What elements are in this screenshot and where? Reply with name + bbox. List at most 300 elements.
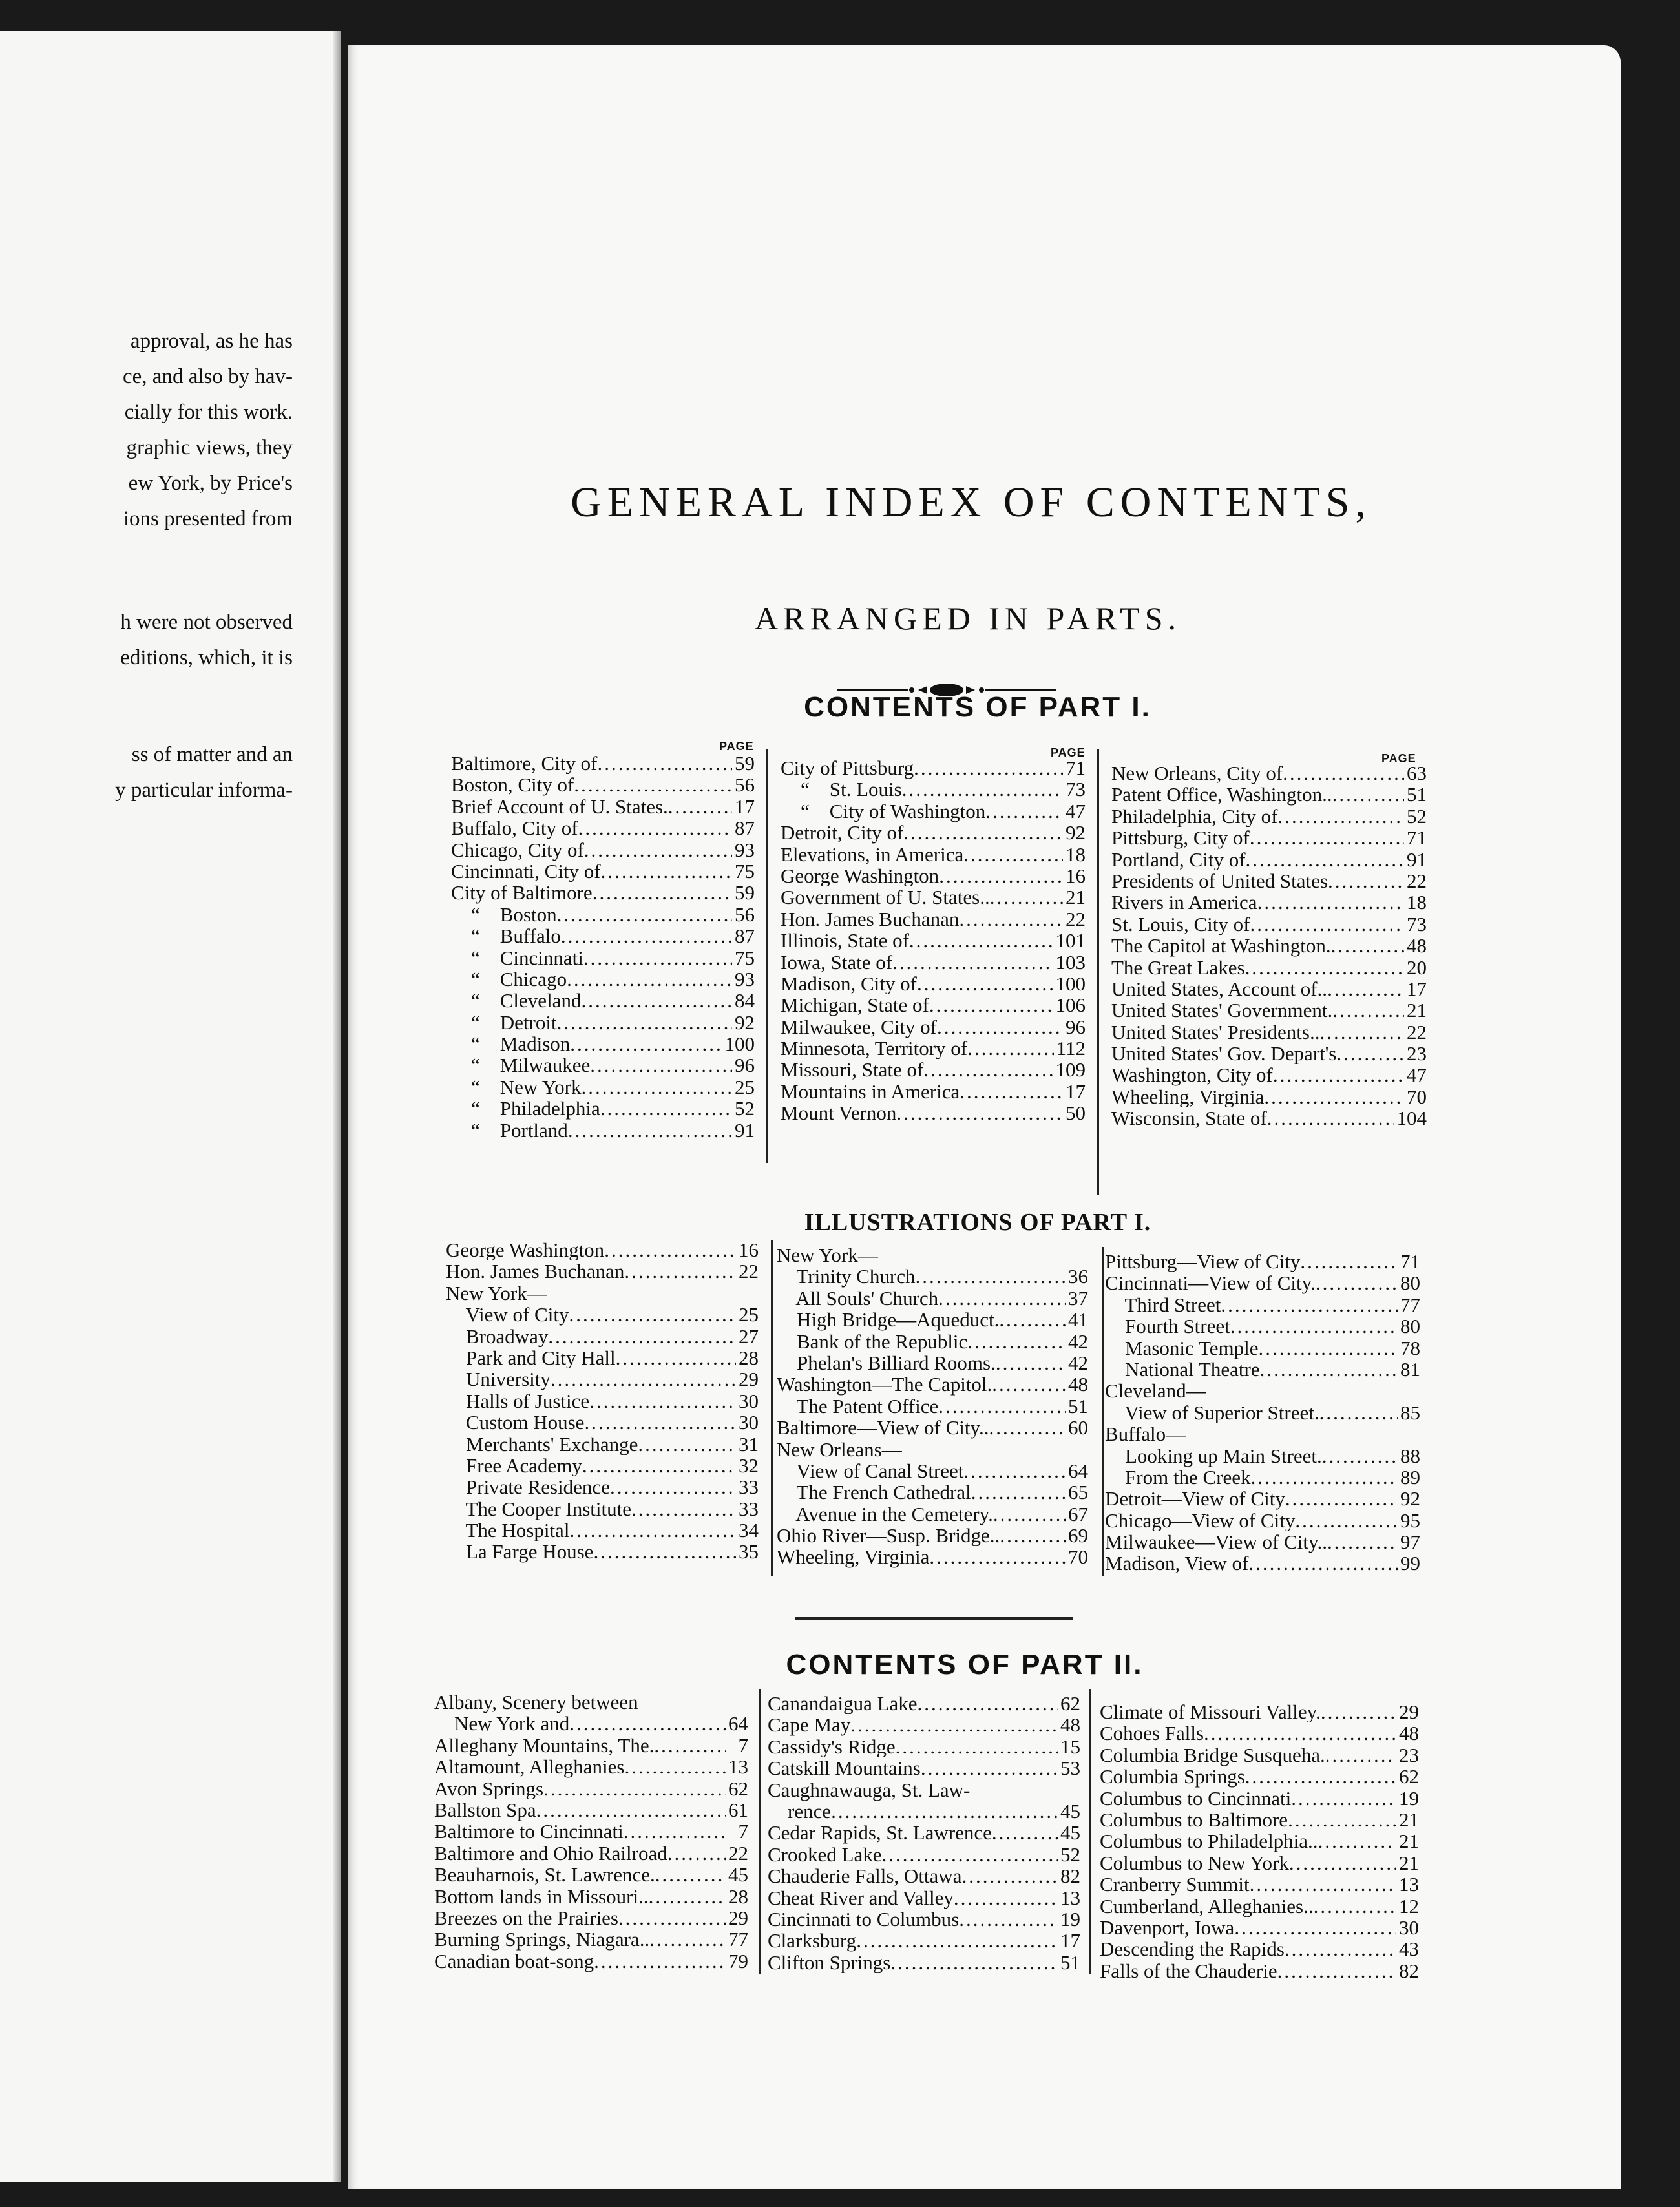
- entry-page-number: 23: [1407, 1043, 1427, 1065]
- leader-dots: [992, 1374, 1066, 1395]
- index-entry: [451, 1120, 755, 1141]
- index-entry: [446, 1304, 759, 1325]
- leader-dots: [1264, 1086, 1404, 1107]
- index-entry: [781, 952, 1086, 973]
- entry-title: Columbia Springs: [1100, 1766, 1245, 1788]
- entry-page-number: 71: [1400, 1251, 1420, 1273]
- entry-page-number: 88: [1400, 1445, 1420, 1467]
- entry-title: National Theatre: [1105, 1358, 1260, 1381]
- leader-dots: [1245, 1766, 1396, 1787]
- entry-title: View of Canal Street: [777, 1459, 964, 1482]
- entry-title: Cumberland, Alleghanies..: [1100, 1895, 1314, 1917]
- leader-dots: [1245, 957, 1404, 978]
- entry-page-number: 70: [1068, 1546, 1088, 1568]
- illustrations1-heading: ILLUSTRATIONS OF PART I.: [804, 1209, 1151, 1236]
- entry-page-number: 112: [1056, 1038, 1086, 1060]
- entry-page-number: 33: [739, 1498, 759, 1520]
- entry-title: Chicago, City of: [451, 839, 584, 861]
- part2-column-3: [1100, 1701, 1419, 1982]
- leader-dots: [1260, 1359, 1398, 1380]
- index-entry: [1100, 1788, 1419, 1809]
- entry-title: Alleghany Mountains, The.: [434, 1734, 655, 1757]
- entry-title: Washington—The Capitol.: [777, 1374, 992, 1396]
- entry-title: “ Milwaukee: [451, 1054, 591, 1076]
- index-entry: [434, 1864, 748, 1885]
- leader-dots: [831, 1801, 1058, 1822]
- entry-page-number: 93: [735, 839, 755, 861]
- leader-dots: [590, 1054, 732, 1076]
- leader-dots: [1289, 1852, 1396, 1874]
- entry-page-number: 37: [1068, 1287, 1088, 1310]
- entry-title: “ Detroit: [451, 1011, 557, 1034]
- index-entry: [777, 1460, 1088, 1481]
- entry-page-number: 12: [1399, 1895, 1419, 1917]
- index-entry: [777, 1396, 1088, 1417]
- index-entry: [451, 947, 755, 968]
- entry-title: Ballston Spa: [434, 1799, 536, 1821]
- entry-page-number: 16: [739, 1239, 759, 1261]
- entry-title: Beauharnois, St. Lawrence.: [434, 1864, 655, 1886]
- leader-dots: [914, 757, 1063, 779]
- entry-title: Breezes on the Prairies: [434, 1907, 618, 1929]
- entry-page-number: 70: [1407, 1085, 1427, 1108]
- index-entry: [1111, 914, 1427, 935]
- entry-page-number: 59: [735, 753, 755, 775]
- index-entry: [1100, 1701, 1419, 1722]
- entry-page-number: 20: [1407, 956, 1427, 978]
- index-entry: [434, 1843, 748, 1864]
- leader-dots: [1321, 1701, 1396, 1722]
- entry-page-number: 45: [1060, 1822, 1080, 1844]
- entry-page-number: 18: [1066, 843, 1086, 865]
- entry-title: Falls of the Chauderie: [1100, 1960, 1277, 1982]
- index-entry: [1111, 784, 1427, 805]
- entry-title: Avenue in the Cemetery.: [777, 1503, 993, 1525]
- entry-title: Bank of the Republic: [777, 1330, 968, 1352]
- index-entry: [451, 1033, 755, 1054]
- entry-page-number: 22: [728, 1842, 748, 1865]
- entry-title: All Souls' Church: [777, 1287, 939, 1310]
- entry-title: Buffalo—: [1105, 1423, 1186, 1445]
- part2-heading: CONTENTS OF PART II.: [786, 1649, 1144, 1680]
- entry-page-number: 106: [1055, 994, 1086, 1016]
- index-entry: [451, 968, 755, 990]
- entry-title: New Orleans—: [777, 1438, 902, 1460]
- index-entry: [781, 779, 1086, 800]
- leader-dots: [1277, 1960, 1396, 1982]
- leader-dots: [1186, 1423, 1398, 1445]
- entry-title: Milwaukee, City of: [781, 1016, 937, 1038]
- entry-page-number: 71: [1407, 827, 1427, 849]
- entry-title: View of City: [446, 1304, 569, 1326]
- index-entry: [781, 800, 1086, 822]
- entry-title: Elevations, in America: [781, 843, 964, 865]
- entry-title: Baltimore to Cincinnati: [434, 1821, 624, 1843]
- entry-title: Hon. James Buchanan: [781, 908, 960, 930]
- part1-heading: CONTENTS OF PART I.: [804, 691, 1151, 723]
- entry-page-number: 22: [739, 1260, 759, 1282]
- illustrations1-column-1: [446, 1239, 759, 1563]
- leader-dots: [985, 800, 1063, 822]
- index-entry: [1100, 1722, 1419, 1744]
- entry-title: Albany, Scenery between: [434, 1691, 638, 1713]
- page-subtitle: ARRANGED IN PARTS.: [754, 600, 1182, 636]
- index-entry: [434, 1907, 748, 1929]
- index-entry: [1100, 1852, 1419, 1874]
- index-entry: [768, 1801, 1080, 1822]
- entry-page-number: 91: [735, 1119, 755, 1142]
- entry-page-number: 62: [1399, 1766, 1419, 1788]
- entry-title: Crooked Lake: [768, 1843, 882, 1866]
- entry-page-number: 77: [728, 1929, 748, 1951]
- leader-dots: [993, 1503, 1066, 1525]
- entry-page-number: 28: [728, 1885, 748, 1907]
- leader-dots: [921, 1757, 1058, 1779]
- entry-page-number: 50: [1066, 1102, 1086, 1124]
- index-entry: [446, 1260, 759, 1282]
- leader-dots: [655, 1864, 726, 1885]
- index-entry: [1105, 1510, 1420, 1531]
- entry-title: “ Cincinnati: [451, 947, 583, 968]
- entry-page-number: 78: [1400, 1337, 1420, 1359]
- entry-page-number: 99: [1400, 1553, 1420, 1574]
- entry-title: “ Philadelphia: [451, 1098, 600, 1120]
- entry-page-number: 29: [1399, 1701, 1419, 1723]
- entry-title: Cheat River and Valley: [768, 1887, 954, 1909]
- entry-page-number: 48: [1407, 935, 1427, 957]
- index-entry: [1105, 1272, 1420, 1293]
- index-entry: [1100, 1896, 1419, 1917]
- entry-page-number: 56: [735, 903, 755, 926]
- entry-title: Fourth Street: [1105, 1315, 1230, 1337]
- entry-title: Avon Springs: [434, 1777, 544, 1799]
- index-entry: [434, 1799, 748, 1821]
- entry-title: La Farge House: [446, 1541, 594, 1563]
- index-entry: [446, 1347, 759, 1368]
- index-entry: [781, 822, 1086, 843]
- index-entry: [1105, 1294, 1420, 1315]
- leader-dots: [1204, 1722, 1396, 1744]
- leader-dots: [551, 1368, 736, 1390]
- leader-dots: [1325, 1744, 1396, 1766]
- entry-page-number: 13: [1060, 1887, 1080, 1909]
- entry-page-number: 89: [1400, 1466, 1420, 1489]
- entry-title: Phelan's Billiard Rooms.: [777, 1352, 996, 1374]
- entry-page-number: 15: [1060, 1735, 1080, 1758]
- entry-title: Columbus to New York: [1100, 1852, 1289, 1874]
- entry-title: The Hospital: [446, 1520, 570, 1542]
- entry-page-number: 96: [1066, 1016, 1086, 1038]
- leader-dots: [1250, 827, 1404, 848]
- leader-dots: [959, 908, 1063, 930]
- index-entry: [781, 1081, 1086, 1102]
- entry-title: Park and City Hall: [446, 1346, 616, 1369]
- entry-title: George Washington: [781, 864, 940, 887]
- entry-page-number: 42: [1068, 1330, 1088, 1352]
- index-entry: [1111, 935, 1427, 956]
- entry-page-number: 21: [1399, 1852, 1419, 1874]
- leader-dots: [960, 1081, 1063, 1102]
- entry-title: Chauderie Falls, Ottawa: [768, 1865, 962, 1887]
- entry-page-number: 96: [735, 1054, 755, 1076]
- entry-title: Masonic Temple: [1105, 1337, 1259, 1359]
- leader-dots: [971, 1481, 1066, 1503]
- entry-page-number: 35: [739, 1541, 759, 1563]
- part1-column-2: [781, 757, 1086, 1124]
- index-entry: [781, 865, 1086, 886]
- index-entry: [451, 990, 755, 1011]
- index-entry: [768, 1930, 1080, 1951]
- index-entry: [1111, 827, 1427, 848]
- index-entry: [446, 1476, 759, 1498]
- index-entry: [1105, 1251, 1420, 1272]
- entry-page-number: [1066, 1439, 1088, 1460]
- index-entry: [768, 1822, 1080, 1843]
- index-entry: [451, 796, 755, 817]
- entry-page-number: 100: [1055, 972, 1086, 995]
- leader-dots: [584, 839, 732, 861]
- index-entry: [781, 757, 1086, 779]
- entry-page-number: 61: [728, 1799, 748, 1821]
- entry-title: Custom House: [446, 1412, 585, 1434]
- entry-title: Baltimore and Ohio Railroad: [434, 1842, 667, 1865]
- entry-page-number: 79: [728, 1950, 748, 1972]
- index-entry: [451, 861, 755, 882]
- entry-page-number: 75: [735, 860, 755, 883]
- entry-page-number: 28: [739, 1346, 759, 1369]
- leader-dots: [567, 968, 732, 990]
- index-entry: [446, 1541, 759, 1562]
- entry-title: Michigan, State of: [781, 994, 929, 1016]
- entry-page-number: 77: [1400, 1293, 1420, 1316]
- section-divider: [795, 1617, 1073, 1620]
- leader-dots: [989, 1417, 1066, 1438]
- index-entry: [777, 1417, 1088, 1438]
- leader-dots: [996, 1352, 1066, 1374]
- leader-dots: [601, 861, 732, 882]
- index-entry: [1111, 806, 1427, 827]
- index-entry: [446, 1390, 759, 1412]
- entry-page-number: 19: [1399, 1787, 1419, 1809]
- index-entry: [451, 1076, 755, 1098]
- leader-dots: [1316, 1272, 1398, 1293]
- index-entry: [434, 1951, 748, 1972]
- index-entry: [1100, 1874, 1419, 1895]
- leader-dots: [1327, 978, 1404, 999]
- leader-dots: [1327, 1531, 1398, 1553]
- index-entry: [451, 1098, 755, 1119]
- entry-page-number: 103: [1055, 951, 1086, 973]
- leader-dots: [638, 1691, 726, 1713]
- part1-column-1: [451, 753, 755, 1141]
- entry-page-number: 92: [1066, 822, 1086, 844]
- entry-page-number: [1398, 1423, 1420, 1445]
- entry-page-number: 109: [1055, 1059, 1086, 1081]
- entry-title: New York and: [434, 1713, 570, 1735]
- index-entry: [1111, 849, 1427, 870]
- leader-dots: [1251, 1467, 1398, 1488]
- index-entry: [451, 1012, 755, 1033]
- entry-title: Cedar Rapids, St. Lawrence: [768, 1822, 992, 1844]
- leader-dots: [970, 1779, 1058, 1801]
- index-entry: [768, 1714, 1080, 1735]
- index-entry: [446, 1282, 759, 1304]
- leader-dots: [1283, 762, 1404, 784]
- entry-title: New York—: [446, 1282, 547, 1304]
- entry-title: High Bridge—Aqueduct.: [777, 1309, 1000, 1331]
- entry-title: United States' Gov. Depart's: [1111, 1043, 1337, 1065]
- leader-dots: [923, 1059, 1053, 1080]
- index-entry: [768, 1909, 1080, 1930]
- index-entry: [1111, 957, 1427, 978]
- entry-page-number: 48: [1068, 1374, 1088, 1396]
- entry-page-number: 29: [728, 1907, 748, 1929]
- entry-page-number: [1398, 1380, 1420, 1401]
- index-entry: [1111, 1107, 1427, 1129]
- entry-title: Descending the Rapids: [1100, 1938, 1285, 1960]
- leader-dots: [624, 1260, 736, 1282]
- leader-dots: [561, 925, 732, 947]
- leader-dots: [593, 1541, 736, 1562]
- index-entry: [1111, 1064, 1427, 1085]
- entry-title: Illinois, State of: [781, 930, 909, 952]
- leader-dots: [631, 1498, 736, 1520]
- left-page-line: h were not observed: [120, 611, 293, 634]
- entry-page-number: 63: [1407, 762, 1427, 784]
- index-entry: [768, 1736, 1080, 1757]
- entry-page-number: 65: [1068, 1481, 1088, 1503]
- index-entry: [1105, 1467, 1420, 1488]
- index-entry: [781, 886, 1086, 908]
- leader-dots: [896, 1102, 1063, 1124]
- entry-page-number: 34: [739, 1520, 759, 1542]
- entry-title: Cincinnati, City of: [451, 860, 601, 883]
- illustrations1-column-3: [1105, 1251, 1420, 1574]
- entry-title: Rivers in America: [1111, 892, 1257, 914]
- index-entry: [777, 1309, 1088, 1330]
- entry-title: Columbia Bridge Susqueha.: [1100, 1744, 1325, 1766]
- entry-page-number: 82: [1060, 1865, 1080, 1887]
- entry-page-number: 30: [1399, 1916, 1419, 1939]
- entry-title: Caughnawauga, St. Law-: [768, 1779, 971, 1801]
- leader-dots: [959, 1909, 1058, 1930]
- left-page-line: y particular informa-: [115, 779, 293, 802]
- entry-page-number: 21: [1066, 886, 1086, 908]
- index-entry: [451, 817, 755, 839]
- entry-page-number: 32: [739, 1454, 759, 1477]
- entry-title: Missouri, State of: [781, 1059, 924, 1081]
- entry-title: From the Creek: [1105, 1466, 1251, 1489]
- index-entry: [1100, 1960, 1419, 1982]
- entry-title: Minnesota, Territory of: [781, 1038, 968, 1060]
- entry-title: Climate of Missouri Valley.: [1100, 1701, 1321, 1723]
- leader-dots: [557, 1012, 732, 1033]
- entry-title: Cincinnati—View of City.: [1105, 1272, 1316, 1294]
- entry-page-number: 52: [735, 1098, 755, 1120]
- column-rule: [766, 749, 768, 1163]
- column-rule: [1089, 1689, 1091, 1974]
- entry-title: Mountains in America: [781, 1080, 960, 1103]
- column-rule: [771, 1240, 773, 1576]
- index-entry: [446, 1326, 759, 1347]
- index-entry: [781, 994, 1086, 1016]
- entry-page-number: 18: [1407, 892, 1427, 914]
- index-entry: [1111, 1021, 1427, 1043]
- left-page-line: ew York, by Price's: [128, 472, 293, 495]
- entry-page-number: 87: [735, 817, 755, 839]
- leader-dots: [584, 1412, 736, 1433]
- index-entry: [1105, 1553, 1420, 1574]
- page-label-2: PAGE: [1051, 746, 1086, 759]
- entry-title: Iowa, State of: [781, 951, 893, 973]
- entry-page-number: 43: [1399, 1938, 1419, 1960]
- index-entry: [781, 844, 1086, 865]
- leader-dots: [929, 994, 1053, 1016]
- leader-dots: [992, 1822, 1058, 1843]
- index-entry: [768, 1757, 1080, 1779]
- leader-dots: [594, 1951, 726, 1972]
- entry-title: Looking up Main Street.: [1105, 1445, 1322, 1467]
- leader-dots: [569, 1520, 736, 1541]
- leader-dots: [618, 1907, 726, 1929]
- entry-title: Portland, City of: [1111, 848, 1246, 870]
- entry-title: University: [446, 1368, 551, 1390]
- entry-title: Columbus to Philadelphia..: [1100, 1830, 1318, 1852]
- entry-title: Cohoes Falls: [1100, 1722, 1204, 1744]
- leader-dots: [557, 904, 732, 925]
- entry-title: Davenport, Iowa: [1100, 1916, 1235, 1939]
- entry-page-number: 51: [1060, 1951, 1080, 1974]
- entry-title: Wisconsin, State of: [1111, 1107, 1267, 1129]
- entry-title: Wheeling, Virginia: [777, 1546, 930, 1568]
- entry-title: “ Madison: [451, 1033, 571, 1055]
- leader-dots: [967, 1331, 1066, 1352]
- index-entry: [1100, 1766, 1419, 1787]
- entry-page-number: 64: [1068, 1459, 1088, 1482]
- index-entry: [1111, 762, 1427, 784]
- leader-dots: [954, 1887, 1058, 1909]
- entry-title: Burning Springs, Niagara..: [434, 1929, 650, 1951]
- entry-page-number: [1058, 1779, 1080, 1801]
- leader-dots: [649, 1886, 726, 1907]
- entry-title: Private Residence: [446, 1476, 610, 1498]
- left-page: [0, 31, 341, 2182]
- left-page-line: cially for this work.: [124, 401, 293, 424]
- index-entry: [434, 1929, 748, 1950]
- entry-title: View of Superior Street.: [1105, 1401, 1319, 1424]
- index-entry: [1100, 1938, 1419, 1960]
- index-entry: [768, 1865, 1080, 1887]
- entry-title: Brief Account of U. States.: [451, 795, 668, 818]
- index-entry: [781, 1016, 1086, 1038]
- index-entry: [446, 1455, 759, 1476]
- left-page-line: editions, which, it is: [120, 646, 293, 669]
- right-page: [348, 45, 1621, 2189]
- entry-title: Third Street: [1105, 1293, 1221, 1316]
- entry-page-number: 36: [1068, 1266, 1088, 1288]
- index-entry: [1105, 1531, 1420, 1553]
- index-entry: [451, 839, 755, 861]
- index-entry: [777, 1546, 1088, 1567]
- leader-dots: [917, 973, 1053, 994]
- entry-title: Pittsburg—View of City: [1105, 1251, 1301, 1273]
- leader-dots: [624, 1756, 726, 1777]
- leader-dots: [1332, 999, 1404, 1021]
- leader-dots: [543, 1778, 726, 1799]
- leader-dots: [1230, 1315, 1398, 1337]
- leader-dots: [583, 947, 732, 968]
- index-entry: [451, 925, 755, 947]
